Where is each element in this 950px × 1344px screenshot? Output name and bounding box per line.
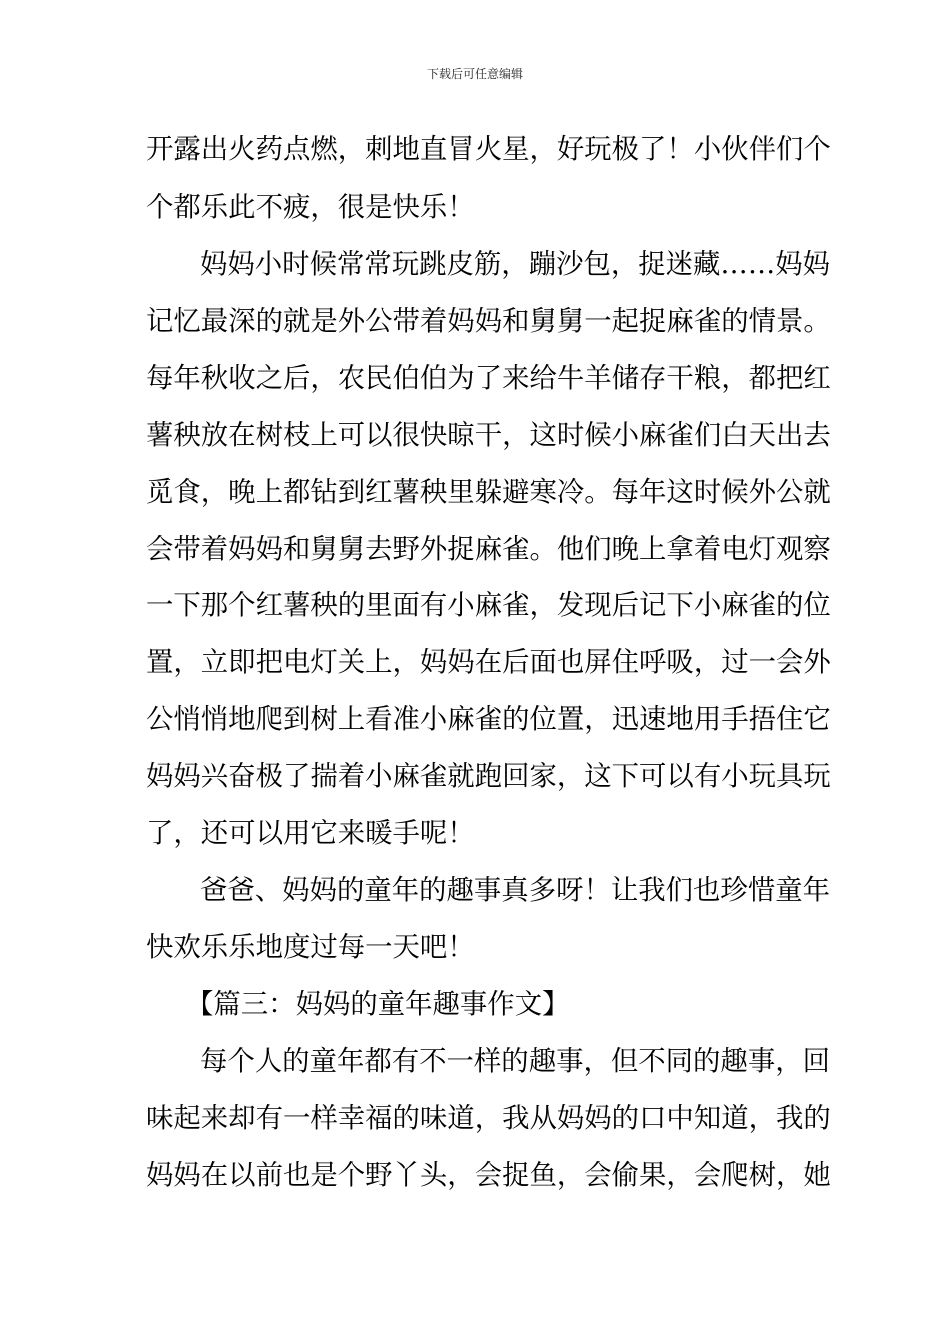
body-line: 妈妈在以前也是个野丫头，会捉鱼，会偷果，会爬树，她 [146, 1160, 831, 1191]
body-line: 薯秧放在树枝上可以很快晾干，这时候小麻雀们白天出去 [146, 420, 831, 451]
body-line: 公悄悄地爬到树上看准小麻雀的位置，迅速地用手捂住它 [146, 704, 831, 735]
body-line: 了，还可以用它来暖手呢！ [146, 818, 475, 849]
page-header: 下载后可任意编辑 [426, 67, 523, 81]
body-line: 快欢乐乐地度过每一天吧！ [146, 932, 475, 963]
paragraph-first-line: 每个人的童年都有不一样的趣事，但不同的趣事，回 [200, 1046, 830, 1077]
body-line: 味起来却有一样幸福的味道，我从妈妈的口中知道，我的 [146, 1103, 831, 1134]
body-line: 记忆最深的就是外公带着妈妈和舅舅一起捉麻雀的情景。 [146, 306, 831, 337]
body-line: 个都乐此不疲，很是快乐！ [146, 192, 475, 223]
body-line: 每年秋收之后，农民伯伯为了来给牛羊储存干粮，都把红 [146, 363, 831, 394]
body-line: 会带着妈妈和舅舅去野外捉麻雀。他们晚上拿着电灯观察 [146, 534, 831, 565]
body-line: 开露出火药点燃，刺地直冒火星，好玩极了！小伙伴们个 [146, 134, 831, 165]
paragraph-first-line: 爸爸、妈妈的童年的趣事真多呀！让我们也珍惜童年 [200, 875, 830, 906]
body-line: 妈妈兴奋极了揣着小麻雀就跑回家，这下可以有小玩具玩 [146, 761, 831, 792]
paragraph-first-line: 妈妈小时候常常玩跳皮筋，蹦沙包，捉迷藏……妈妈 [200, 249, 830, 280]
body-line: 觅食，晚上都钻到红薯秧里躲避寒冷。每年这时候外公就 [146, 477, 831, 508]
body-line: 一下那个红薯秧的里面有小麻雀，发现后记下小麻雀的位 [146, 590, 831, 621]
body-line: 置，立即把电灯关上，妈妈在后面也屏住呼吸，过一会外 [146, 647, 831, 678]
section-heading: 【篇三：妈妈的童年趣事作文】 [186, 989, 570, 1020]
